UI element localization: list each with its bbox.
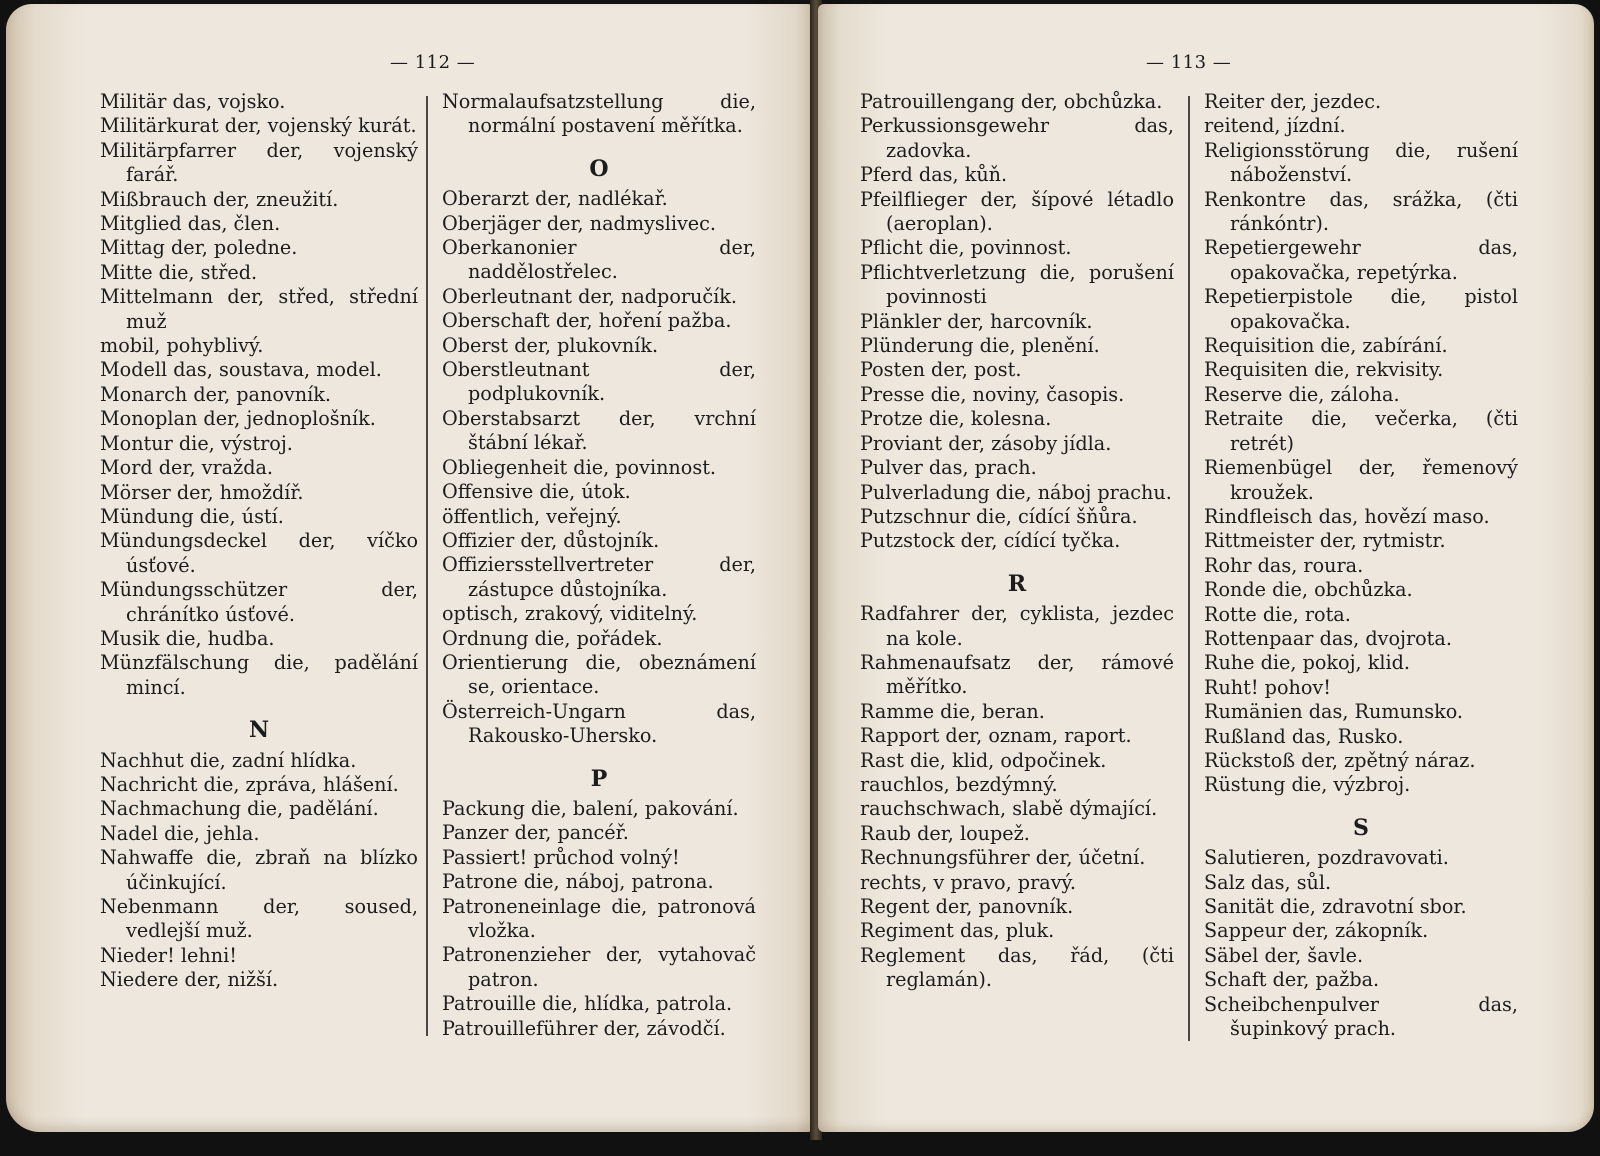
- dictionary-entry: Rohr das, roura.: [1204, 553, 1364, 577]
- column-divider: [1188, 96, 1190, 1041]
- section-letter: S: [1353, 814, 1369, 841]
- dictionary-entry: Rotte die, rota.: [1204, 602, 1351, 626]
- dictionary-entry: Mitte die, střed.: [100, 260, 258, 284]
- dictionary-entry: Regent der, panovník.: [860, 895, 1074, 918]
- dictionary-entry: Religionsstörung die, rušení náboženství.: [1204, 138, 1518, 187]
- dictionary-entry: Ordnung die, pořádek.: [442, 626, 663, 650]
- dictionary-entry: Nebenmann der, soused, vedlejší muž.: [100, 895, 418, 943]
- dictionary-entry: Mittag der, poledne.: [100, 236, 298, 260]
- dictionary-entry: Mündungsschützer der, chránítko úsťové.: [100, 578, 418, 626]
- dictionary-entry: Rechnungsführer der, účetní.: [860, 846, 1146, 870]
- dictionary-column: [442, 90, 756, 1041]
- page-number: — 112 —: [390, 52, 476, 73]
- dictionary-entry: Renkontre das, srážka, (čti ránkóntr).: [1204, 187, 1518, 236]
- dictionary-entry: Offizier der, důstojník.: [442, 528, 660, 552]
- dictionary-entry: Patrone die, náboj, patrona.: [442, 870, 714, 894]
- dictionary-entry: Oberleutnant der, nadporučík.: [442, 284, 738, 308]
- dictionary-entry: Panzer der, pancéř.: [442, 821, 629, 845]
- dictionary-entry: rechts, v pravo, pravý.: [860, 870, 1076, 894]
- dictionary-entry: Posten der, post.: [860, 358, 1022, 382]
- dictionary-entry: Ruhe die, pokoj, klid.: [1204, 651, 1411, 675]
- right-page: [818, 4, 1594, 1132]
- dictionary-entry: Rußland das, Rusko.: [1204, 724, 1404, 748]
- dictionary-entry: Reglement das, řád, (čti reglamán).: [860, 943, 1174, 992]
- dictionary-entry: Oberstleutnant der, podplukovník.: [442, 358, 756, 406]
- dictionary-entry: Oberschaft der, hoření pažba.: [442, 309, 732, 333]
- page-number: — 113 —: [1146, 52, 1232, 73]
- dictionary-entry: Reiter der, jezdec.: [1204, 90, 1382, 113]
- dictionary-entry: Plänkler der, harcovník.: [860, 309, 1093, 333]
- dictionary-entry: Oberstabsarzt der, vrchní štábní lékař.: [442, 406, 756, 455]
- dictionary-entry: Orientierung die, obeznámení se, orientace.: [442, 650, 756, 699]
- dictionary-entry: Modell das, soustava, model.: [100, 358, 382, 382]
- dictionary-entry: Militär das, vojsko.: [100, 90, 286, 113]
- dictionary-entry: Pulver das, prach.: [860, 456, 1037, 480]
- dictionary-entry: Salutieren, pozdravovati.: [1204, 846, 1449, 870]
- column-divider: [426, 96, 428, 1036]
- dictionary-entry: Österreich-Ungarn das, Rakousko-Uhersko.: [442, 699, 756, 748]
- dictionary-entry: Niedere der, nižší.: [100, 968, 279, 992]
- dictionary-entry: Offensive die, útok.: [442, 480, 631, 504]
- dictionary-entry: Patrouilleführer der, závodčí.: [442, 1016, 726, 1040]
- dictionary-entry: Salz das, sůl.: [1204, 870, 1332, 894]
- dictionary-entry: Monarch der, panovník.: [100, 382, 331, 406]
- dictionary-entry: Mündung die, ústí.: [100, 504, 284, 528]
- dictionary-entry: Nieder! lehni!: [100, 943, 237, 967]
- section-letter: P: [590, 765, 608, 792]
- dictionary-entry: Protze die, kolesna.: [860, 407, 1052, 431]
- dictionary-entry: Pulverladung die, náboj prachu.: [860, 480, 1172, 504]
- dictionary-entry: Normalaufsatzstellung die, normální postavení měřítka.: [442, 90, 756, 138]
- left-page: [6, 4, 814, 1132]
- dictionary-entry: Perkussionsgewehr das, zadovka.: [860, 114, 1174, 162]
- dictionary-entry: Pferd das, kůň.: [860, 163, 1008, 187]
- dictionary-entry: öffentlich, veřejný.: [442, 504, 622, 528]
- dictionary-entry: Nachricht die, zpráva, hlášení.: [100, 772, 399, 796]
- dictionary-entry: Patronenzieher der, vytahovač patron.: [442, 943, 756, 991]
- dictionary-entry: Passiert! průchod volný!: [442, 845, 680, 869]
- dictionary-entry: Monoplan der, jednoplošník.: [100, 407, 376, 431]
- dictionary-entry: Mörser der, hmoždíř.: [100, 480, 304, 504]
- section-letter: O: [589, 155, 609, 182]
- dictionary-entry: Rapport der, oznam, raport.: [860, 724, 1132, 748]
- dictionary-entry: Ramme die, beran.: [860, 699, 1045, 723]
- dictionary-entry: Rumänien das, Rumunsko.: [1204, 700, 1464, 724]
- dictionary-entry: Nachhut die, zadní hlídka.: [100, 748, 357, 772]
- dictionary-entry: Nachmachung die, padělání.: [100, 797, 379, 821]
- dictionary-entry: Nahwaffe die, zbraň na blízko účinkující.: [100, 846, 418, 894]
- dictionary-entry: Scheibchenpulver das, šupinkový prach.: [1204, 992, 1518, 1041]
- dictionary-entry: Rittmeister der, rytmistr.: [1204, 529, 1446, 553]
- dictionary-entry: Oberarzt der, nadlékař.: [442, 187, 668, 211]
- dictionary-entry: Ronde die, obchůzka.: [1204, 578, 1413, 602]
- dictionary-entry: Requisiten die, rekvisity.: [1204, 358, 1444, 382]
- dictionary-entry: Repetiergewehr das, opakovačka, repetýrka.: [1204, 236, 1518, 284]
- dictionary-entry: Reserve die, záloha.: [1204, 382, 1400, 406]
- dictionary-entry: Oberjäger der, nadmyslivec.: [442, 211, 717, 235]
- dictionary-entry: Riemenbügel der, řemenový kroužek.: [1204, 456, 1518, 504]
- dictionary-entry: Packung die, balení, pakování.: [442, 796, 739, 820]
- dictionary-entry: Rindfleisch das, hovězí maso.: [1204, 504, 1490, 528]
- dictionary-entry: Münzfälschung die, padělání mincí.: [100, 651, 418, 699]
- dictionary-entry: Rüstung die, výzbroj.: [1204, 773, 1411, 797]
- dictionary-entry: Rottenpaar das, dvojrota.: [1204, 626, 1452, 650]
- dictionary-entry: Putzschnur die, cídící šňůra.: [860, 504, 1138, 528]
- dictionary-entry: Ruht! pohov!: [1204, 675, 1331, 699]
- section-letter: R: [1007, 570, 1027, 597]
- dictionary-entry: Pfeilflieger der, šípové létadlo (aeroplan).: [860, 187, 1174, 236]
- dictionary-entry: Mündungsdeckel der, víčko úsťové.: [100, 529, 418, 577]
- dictionary-entry: Säbel der, šavle.: [1204, 943, 1364, 967]
- dictionary-entry: Obliegenheit die, povinnost.: [442, 455, 717, 479]
- dictionary-entry: Requisition die, zabírání.: [1204, 334, 1448, 358]
- dictionary-entry: Sanität die, zdravotní sbor.: [1204, 895, 1467, 918]
- dictionary-column: [1204, 90, 1518, 1041]
- dictionary-entry: Oberst der, plukovník.: [442, 333, 659, 357]
- dictionary-entry: Patroneneinlage die, patronová vložka.: [442, 894, 756, 942]
- dictionary-entry: rauchlos, bezdýmný.: [860, 772, 1058, 796]
- dictionary-entry: Rahmenaufsatz der, rámové měřítko.: [860, 650, 1174, 699]
- dictionary-entry: Putzstock der, cídící tyčka.: [860, 529, 1121, 553]
- dictionary-entry: Nadel die, jehla.: [100, 821, 260, 845]
- dictionary-entry: Patrouille die, hlídka, patrola.: [442, 992, 733, 1016]
- dictionary-entry: Proviant der, zásoby jídla.: [860, 431, 1112, 455]
- dictionary-column: [860, 90, 1174, 993]
- dictionary-column: [100, 90, 418, 993]
- dictionary-entry: Mittelmann der, střed, střední muž: [100, 285, 418, 333]
- section-letter: N: [248, 717, 270, 744]
- dictionary-entry: Schaft der, pažba.: [1204, 968, 1380, 992]
- dictionary-entry: Offiziersstellvertreter der, zástupce důstojníka.: [442, 553, 756, 601]
- dictionary-entry: optisch, zrakový, viditelný.: [442, 602, 698, 626]
- dictionary-entry: Retraite die, večerka, (čti retrét): [1204, 407, 1518, 455]
- dictionary-entry: reitend, jízdní.: [1204, 114, 1346, 138]
- dictionary-entry: Militärkurat der, vojenský kurát.: [100, 114, 417, 138]
- dictionary-entry: Plünderung die, plenění.: [860, 334, 1100, 358]
- dictionary-entry: Repetierpistole die, pistol opakovačka.: [1204, 285, 1518, 333]
- dictionary-entry: Musik die, hudba.: [100, 626, 275, 650]
- dictionary-entry: Mitglied das, člen.: [100, 212, 281, 236]
- dictionary-entry: rauchschwach, slabě dýmající.: [860, 797, 1158, 821]
- dictionary-entry: Sappeur der, zákopník.: [1204, 919, 1429, 943]
- dictionary-entry: Pflichtverletzung die, porušení povinnosti: [860, 260, 1174, 309]
- dictionary-entry: Regiment das, pluk.: [860, 919, 1055, 943]
- dictionary-entry: Patrouillengang der, obchůzka.: [860, 90, 1163, 113]
- dictionary-entry: Oberkanonier der, naddělostřelec.: [442, 236, 756, 284]
- dictionary-entry: Rückstoß der, zpětný náraz.: [1204, 748, 1476, 772]
- dictionary-entry: Pflicht die, povinnost.: [860, 236, 1072, 260]
- dictionary-entry: Montur die, výstroj.: [100, 431, 293, 455]
- dictionary-entry: Radfahrer der, cyklista, jezdec na kole.: [860, 602, 1174, 650]
- dictionary-entry: Mord der, vražda.: [100, 456, 274, 480]
- dictionary-entry: Militärpfarrer der, vojenský farář.: [100, 138, 418, 187]
- dictionary-entry: Mißbrauch der, zneužití.: [100, 187, 339, 211]
- dictionary-entry: mobil, pohyblivý.: [100, 334, 264, 358]
- dictionary-entry: Raub der, loupež.: [860, 821, 1030, 845]
- dictionary-entry: Rast die, klid, odpočinek.: [860, 748, 1107, 772]
- dictionary-entry: Presse die, noviny, časopis.: [860, 382, 1125, 406]
